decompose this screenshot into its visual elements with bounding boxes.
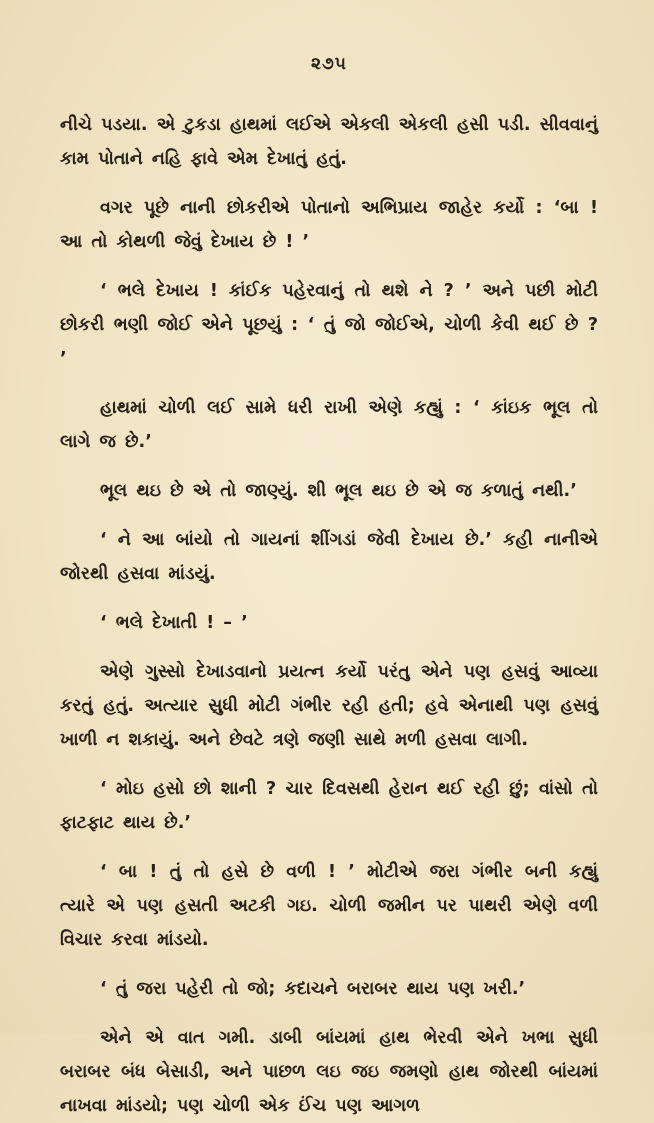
paragraph: હાથમાં ચોળી લઈ સામે ધરી રાખી એણે કહ્યું : ‘ કાંઇક ભૂલ તો લાગે જ છે.’ bbox=[60, 398, 598, 452]
paragraph: એને એ વાત ગમી. ડાબી બાંયમાં હાથ ભેરવી એને ખભા સુધી બરાબર બંધ બેસાડી, અને પાછળ લઇ જઇ જમણો હાથ જોરથી બાંયમાં નાખવા માંડયો; પણ ચોળી એક ઈંચ પણ આગળ bbox=[60, 1028, 598, 1116]
paragraph: ‘ ભલે દેખાતી ! – ’ bbox=[100, 613, 248, 633]
paragraph: ‘ તું જરા પહેરી તો જો; કદાચને બરાબર થાય પણ ખરી.’ bbox=[100, 979, 526, 999]
paragraph: નીચે પડયા. એ ટુકડા હાથમાં લઈએ એકલી એકલી હસી પડી. સીવવાનું કામ પોતાને નહિ ફાવે એમ દેખાતું હતું. bbox=[60, 115, 598, 169]
paragraph: ‘ ભલે દેખાય ! કાંઈક પહેરવાનું તો થશે ને ? ’ અને પછી મોટી છોકરી ભણી જોઈ એને પૂછયું : ‘ તું જો જોઈએ, ચોળી કેવી થઈ છે ? ’ bbox=[60, 281, 598, 369]
paragraph: ‘ ને આ બાંયો તો ગાયનાં શીંગડાં જેવી દેખાય છે.’ કહી નાનીએ જોરથી હસવા માંડયું. bbox=[60, 530, 598, 584]
paragraph: એણે ગુસ્સો દેખાડવાનો પ્રયત્ન કર્યો પરંતુ એને પણ હસવું આવ્યા કરતું હતું. અત્યાર સુધી મોટી ગંભીર રહી હતી; હવે એનાથી પણ હસવું ખાળી ન શકાયું. અને છેવટે ત્રણે જણી સાથે મળી હસવા લાગી. bbox=[60, 662, 598, 750]
page-number: ૨૭૫ bbox=[311, 54, 347, 74]
paragraph: ‘ મોઇ હસો છો શાની ? ચાર દિવસથી હેરાન થઈ રહી છું; વાંસો તો ફાટફાટ થાય છે.’ bbox=[60, 779, 598, 833]
page-text bbox=[60, 108, 598, 1123]
paragraph: વગર પૂછે નાની છોકરીએ પોતાનો અભિપ્રાય જાહેર કર્યો : ‘બા ! આ તો કોથળી જેવું દેખાય છે ! ’ bbox=[60, 198, 598, 252]
paragraph: ભૂલ થઇ છે એ તો જાણ્યું. શી ભૂલ થઇ છે એ જ કળાતું નથી.’ bbox=[100, 481, 577, 501]
paragraph: ‘ બા ! તું તો હસે છે વળી ! ’ મોટીએ જરા ગંભીર બની કહ્યું ત્યારે એ પણ હસતી અટકી ગઇ. ચોળી જમીન પર પાથરી એણે વળી વિચાર કરવા માંડયો. bbox=[60, 862, 598, 950]
